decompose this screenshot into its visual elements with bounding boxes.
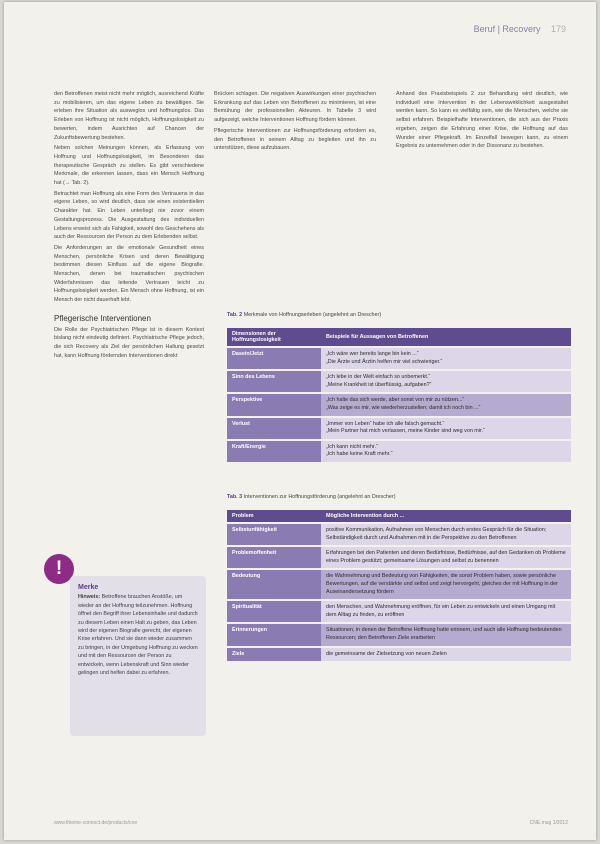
table-cell-key: Spiritualität <box>227 601 321 622</box>
table-cell: die gemeinsame der Zielsetzung von neuen Zielen <box>321 648 571 662</box>
document-page <box>4 2 596 840</box>
paragraph: den Betroffenen meist nicht mehr möglich, ausreichend Kräfte zu mobilisieren, um das eigene Leben zu bewältigen. Sie erleben ihre Situation als ausweglos und hoffnungslos. Das Erleben von Hoffnung ist nicht möglich, Hoffnungslosigkeit zu bewerten, indem Ausrichten auf Chancen der Zukunftsbewertung bestehen. <box>54 91 204 141</box>
footer-left: www.thieme-connect.de/products/cne <box>54 820 138 826</box>
paragraph: Pflegerische Interventionen zur Hoffnungsförderung erfordern es, den Betroffenen in seinem Alltag zu begleiten und ihn zu unterstützen, diese aufzubauen. <box>214 127 376 152</box>
running-head <box>474 24 566 34</box>
table-row <box>227 418 571 439</box>
paragraph: Die Rolle der Psychiatrischen Pflege ist in diesem Kontext bislang nicht eindeutig definiert. Psychiatrische Pflege jedoch, die sich Recovery als Ziel der persönlichen Haltung gesetzt hat, kann Hoffnung fördernden Interventionen direkt <box>54 326 204 359</box>
page-number: 179 <box>550 24 566 34</box>
table3-caption <box>227 494 396 500</box>
table-row <box>227 570 571 599</box>
table-row <box>227 394 571 415</box>
table3-caption-text: Interventionen zur Hoffnungsförderung (angelehnt an Drescher) <box>243 494 396 500</box>
table-cell-key: Perspektive <box>227 394 321 415</box>
table-row <box>227 601 571 622</box>
paragraph: Anhand des Praxisbeispiels 2 zur Behandlung wird deutlich, wie individuell eine Intervention in der Lebenswirklichkeit ausgestaltet werden kann. So kann es vielfältig sein, wie die Menschen, welche sie selbst erfahren. Beispielhafte Interventionen, die sich aus der Praxis ergeben, zeigen die Erfahrung einer Krise, die Hoffnung auf das Wunder einer Pflegekraft. Im Einzelfall bewegen kann, zu einem Ergebnis zu unternehmen oder in der Dissonanz zu bestehen. <box>396 91 568 150</box>
table3-label: Tab. 3 <box>227 494 243 500</box>
table-cell: Erfahrungen bei den Patienten und deren Bedürfnisse, Bedürfnisse, auf den Gedanken ob Probleme eines Problem gestützt; gemeinsame Lösungen und selbst zu benennen <box>321 547 571 568</box>
merke-lead: Hinweis: <box>78 594 101 601</box>
table-row <box>227 348 571 369</box>
table2-label: Tab. 2 <box>227 312 243 318</box>
table-cell: „Ich wäre wer bereits lange bin kein ...“ „Die Ärzte und Ärztin helfen mir viel schwieriger.“ <box>321 348 571 369</box>
table2-caption <box>227 312 381 318</box>
table-cell: den Menschen, und Wahrnehmung eröffnen, für ein Leben zu entwickeln und einen Umgang mit dem Alltag zu finden, zu eröffnen <box>321 601 571 622</box>
exclamation-icon: ! <box>44 554 74 584</box>
table-cell: positive Kommunikation, Aufnahmen von Menschen durch erstes Gespräch für die Situation; Selbständigkeit durch und Aufnahmen mit in die Perspektive zu den Betroffenen <box>321 524 571 545</box>
table-row <box>227 371 571 392</box>
table-header-cell: Problem <box>227 510 321 522</box>
column-3 <box>396 90 568 153</box>
paragraph: Die Anforderungen an die emotionale Gesundheit eines Menschen, persönliche Krisen und deren Bewältigung bestimmen diesen Einfluss auf die eigene Biografie. Menschen, denen bei traumatischen psychischen Widerfahrnissen das leitende Vertrauen leicht zu Hoffnungslosigkeit werden. Ein Mensch ohne Hoffnung, ist ein Mensch der nicht dauerhaft lebt. <box>54 244 204 304</box>
table-cell-key: Kraft/Energie <box>227 441 321 462</box>
footer-right: CNE.mag 1/2012 <box>529 820 568 826</box>
table-row <box>227 441 571 462</box>
table-cell-key: Erinnerungen <box>227 624 321 645</box>
table-row <box>227 624 571 645</box>
table-cell: „Ich kann nicht mehr.“ „Ich habe keine Kraft mehr.“ <box>321 441 571 462</box>
table-cell-key: Verlust <box>227 418 321 439</box>
table-cell-key: Problemoffenheit <box>227 547 321 568</box>
table-header-cell: Dimensionen der Hoffnungslosigkeit <box>227 328 321 346</box>
paragraph: Brücken schlagen. Die negativen Auswirkungen einer psychischen Erkrankung auf das Leben von Betroffenen zu minimieren, ist eine Bemühung der professionellen Akteuren. In Tabelle 3 wird aufgezeigt, welche Interventionen Hoffnung fördern können. <box>214 91 376 124</box>
merke-body: Betroffene brauchen Anstöße, um wieder an der Hoffnung teilzunehmen. Hoffnung öffnet den Begriff ihrer Lebensinhalte und dadurch zu diesem Leben einen Halt zu geben, das Leben wird der eigenen Biografie gerecht, der eigenen Krise erfahren. Und sie dann wieder zusammen zu bringen, in der Umgebung Hoffnung zu wecken und mit den Ressourcen der Person zu entwickeln, wenn Lebenskraft und Sinn wieder gelingen und helfen dabei zu erfahren. <box>78 594 198 677</box>
table-row <box>227 547 571 568</box>
table-header-cell: Mögliche Intervention durch ... <box>321 510 571 522</box>
table-row <box>227 648 571 662</box>
page-footer <box>54 820 568 826</box>
merke-text <box>78 593 198 677</box>
table-row <box>227 524 571 545</box>
column-1 <box>54 90 204 362</box>
section-heading: Pflegerische Interventionen <box>54 313 151 323</box>
running-head-title: Beruf | Recovery <box>473 24 541 34</box>
table-cell: „Immer von Leben“ habe ich alle falsch gemacht.“ „Mein Partner hat mich verlassen, meine Kinder sind weg von mir.“ <box>321 418 571 439</box>
table-cell: die Wahrnehmung und Bedeutung von Fähigkeiten, die sonst Problem haben, sowie persönliche Bewertungen, auf die verstärkte und selbst und zeigt hervorgeht, gleiches der mit Hoffnung in der Auseinandersetzung fördern <box>321 570 571 599</box>
table2 <box>227 326 571 464</box>
table-cell-key: Bedeutung <box>227 570 321 599</box>
table-header-cell: Beispiele für Aussagen von Betroffenen <box>321 328 571 346</box>
table-cell-key: Sinn des Lebens <box>227 371 321 392</box>
table3 <box>227 508 571 663</box>
table-header-row <box>227 328 571 346</box>
paragraph: Betrachtet man Hoffnung als eine Form des Vertrauens in das eigene Leben, so wird deutlich, dass sie einen existentiellen Charakter hat. Ein Leben unterliegt nie zuvor einem Gestaltungsprozess. Die Ausgestaltung des individuellen Lebens erweist sich als Fähigkeit, sowohl des Geschehens als auch der Ressourcen der Person zu dem Erlebenden selbst. <box>54 190 204 241</box>
merke-box <box>70 576 206 736</box>
table-cell-key: Selbstunfähigkeit <box>227 524 321 545</box>
merke-title: Merke <box>78 584 99 591</box>
table-cell: „Ich lebe in der Welt einfach so unbemerkt.“ „Meine Krankheit ist überflüssig, aufgaben?“ <box>321 371 571 392</box>
paragraph: Neben solchen Meinungen können, als Erfassung von Hoffnung und Hoffnungslosigkeit, im Besonderen das therapeutische Gespräch zu stellen. Es gibt verschiedene Merkmale, die erkennen lassen, dass ein Mensch Hoffnung hat (→ Tab. 2). <box>54 145 204 187</box>
table-header-row <box>227 510 571 522</box>
table-cell: „Ich halte das sich werde, aber sonst von mir zu nützen...“ „Was zeige es mir, wie wiederherzustellen; damit ich noch bin ...“ <box>321 394 571 415</box>
column-2 <box>214 90 376 155</box>
table-cell-key: Dasein/Jetzt <box>227 348 321 369</box>
table-cell: Situationen, in denen der Betroffene Hoffnung hatte erinnern, und auch alle Hoffnung bedeutenden Ressourcen; den Betroffenen Ziele erarbeiten <box>321 624 571 645</box>
table-cell-key: Ziele <box>227 648 321 662</box>
table2-caption-text: Merkmale von Hoffnungserleben (angelehnt an Drescher) <box>243 312 382 318</box>
